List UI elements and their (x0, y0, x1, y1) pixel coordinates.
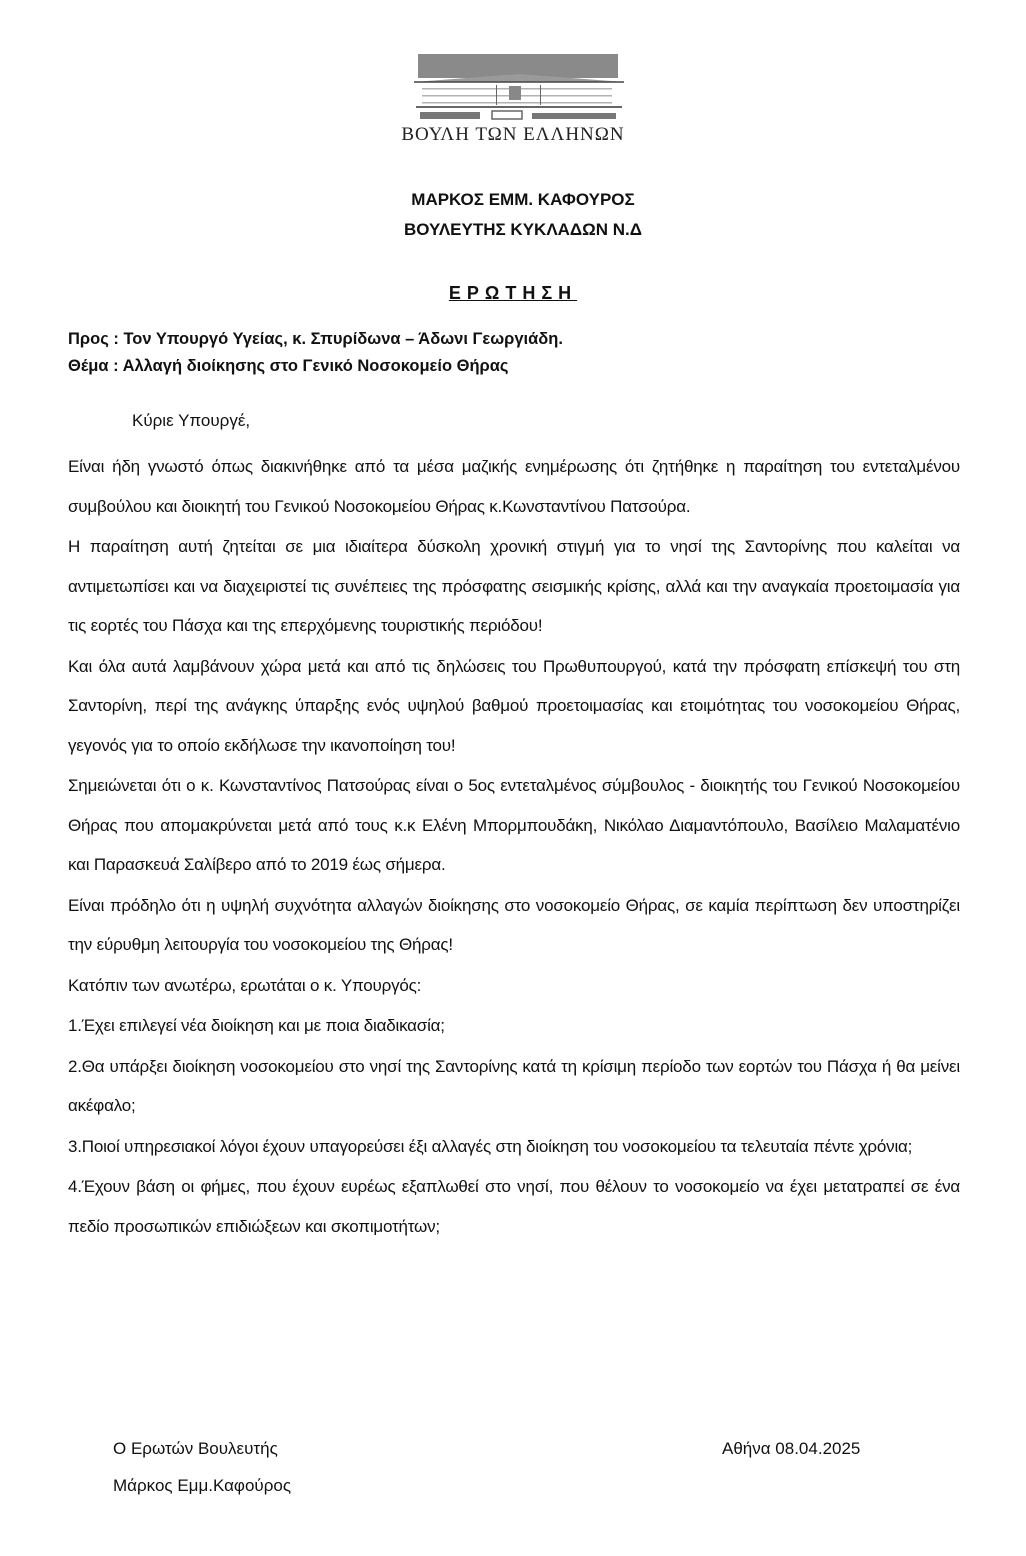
signatory-name: Μάρκος Εμμ.Καφούρος (113, 1476, 292, 1495)
question-item: 4.Έχουν βάση οι φήμες, που έχουν ευρέως εξαπλωθεί στο νησί, που θέλουν το νοσοκομείο να έχει μετατραπεί σε ένα πεδίο προσωπικών επιδιώξεων και σκοπιμοτήτων; (68, 1177, 960, 1236)
signatory-title: Ο Ερωτών Βουλευτής (113, 1439, 278, 1458)
paragraph: Η παραίτηση αυτή ζητείται σε μια ιδιαίτερα δύσκολη χρονική στιγμή για το νησί της Σαντορίνης που καλείται να αντιμετωπίσει και να διαχειριστεί τις συνέπειες της πρόσφατης σεισμικής κρίσης, αλλά και την αναγκαία προετοιμασία για τις εορτές του Πάσχα και της επερχόμενης τουριστικής περιόδου! (68, 537, 960, 635)
recipient-line: Προς : Τον Υπουργό Υγείας, κ. Σπυρίδωνα – Άδωνι Γεωργιάδη. (68, 330, 563, 348)
document-type-heading: ΕΡΩΤΗΣΗ (448, 283, 578, 303)
parliament-logo (412, 52, 626, 122)
subject-line: Θέμα : Αλλαγή διοίκησης στο Γενικό Νοσοκομείο Θήρας (68, 357, 509, 375)
paragraph: Σημειώνεται ότι ο κ. Κωνσταντίνος Πατσούρας είναι ο 5ος εντεταλμένος σύμβουλος - διοικητής του Γενικού Νοσοκομείου Θήρας που απομακρύνεται μετά από τους κ.κ Ελένη Μπορμπουδάκη, Νικόλαο Διαμαντόπουλο, Βασίλειο Μαλαματένιο και Παρασκευά Σαλίβερο από το 2019 έως σήμερα. (68, 776, 960, 874)
author-name: ΜΑΡΚΟΣ ΕΜΜ. ΚΑΦΟΥΡΟΣ (411, 190, 635, 209)
question-item: 1.Έχει επιλεγεί νέα διοίκηση και με ποια διαδικασία; (68, 1016, 445, 1035)
place-date: Αθήνα 08.04.2025 (722, 1439, 861, 1458)
greeting: Κύριε Υπουργέ, (132, 411, 251, 430)
question-item: 2.Θα υπάρξει διοίκηση νοσοκομείου στο νησί της Σαντορίνης κατά τη κρίσιμη περίοδο των εορτών του Πάσχα ή θα μείνει ακέφαλο; (68, 1056, 960, 1115)
paragraph: Είναι πρόδηλο ότι η υψηλή συχνότητα αλλαγών διοίκησης στο νοσοκομείο Θήρας, σε καμία περίπτωση δεν υποστηρίζει την εύρυθμη λειτουργία του νοσοκομείου της Θήρας! (68, 895, 960, 954)
parliament-building-icon (412, 52, 626, 122)
letter-body (68, 447, 960, 1247)
paragraph: Είναι ήδη γνωστό όπως διακινήθηκε από τα μέσα μαζικής ενημέρωσης ότι ζητήθηκε η παραίτηση του εντεταλμένου συμβούλου και διοικητή του Γενικού Νοσοκομείου Θήρας κ.Κωνσταντίνου Πατσούρα. (68, 457, 960, 516)
paragraph: Και όλα αυτά λαμβάνουν χώρα μετά και από τις δηλώσεις του Πρωθυπουργού, κατά την πρόσφατη επίσκεψή του στη Σαντορίνη, περί της ανάγκης ύπαρξης ενός υψηλού βαθμού προετοιμασίας και ετοιμότητας του νοσοκομείου Θήρας, γεγονός για το οποίο εκδήλωσε την ικανοποίηση του! (68, 656, 960, 755)
institution-name: ΒΟΥΛΗ ΤΩΝ ΕΛΛΗΝΩΝ (401, 124, 625, 145)
question-item: 3.Ποιοί υπηρεσιακοί λόγοι έχουν υπαγορεύσει έξι αλλαγές στη διοίκηση του νοσοκομείου τα τελευταία πέντε χρόνια; (68, 1136, 913, 1156)
paragraph: Κατόπιν των ανωτέρω, ερωτάται ο κ. Υπουργός: (68, 975, 422, 995)
author-role: ΒΟΥΛΕΥΤΗΣ ΚΥΚΛΑΔΩΝ Ν.Δ (404, 220, 642, 239)
